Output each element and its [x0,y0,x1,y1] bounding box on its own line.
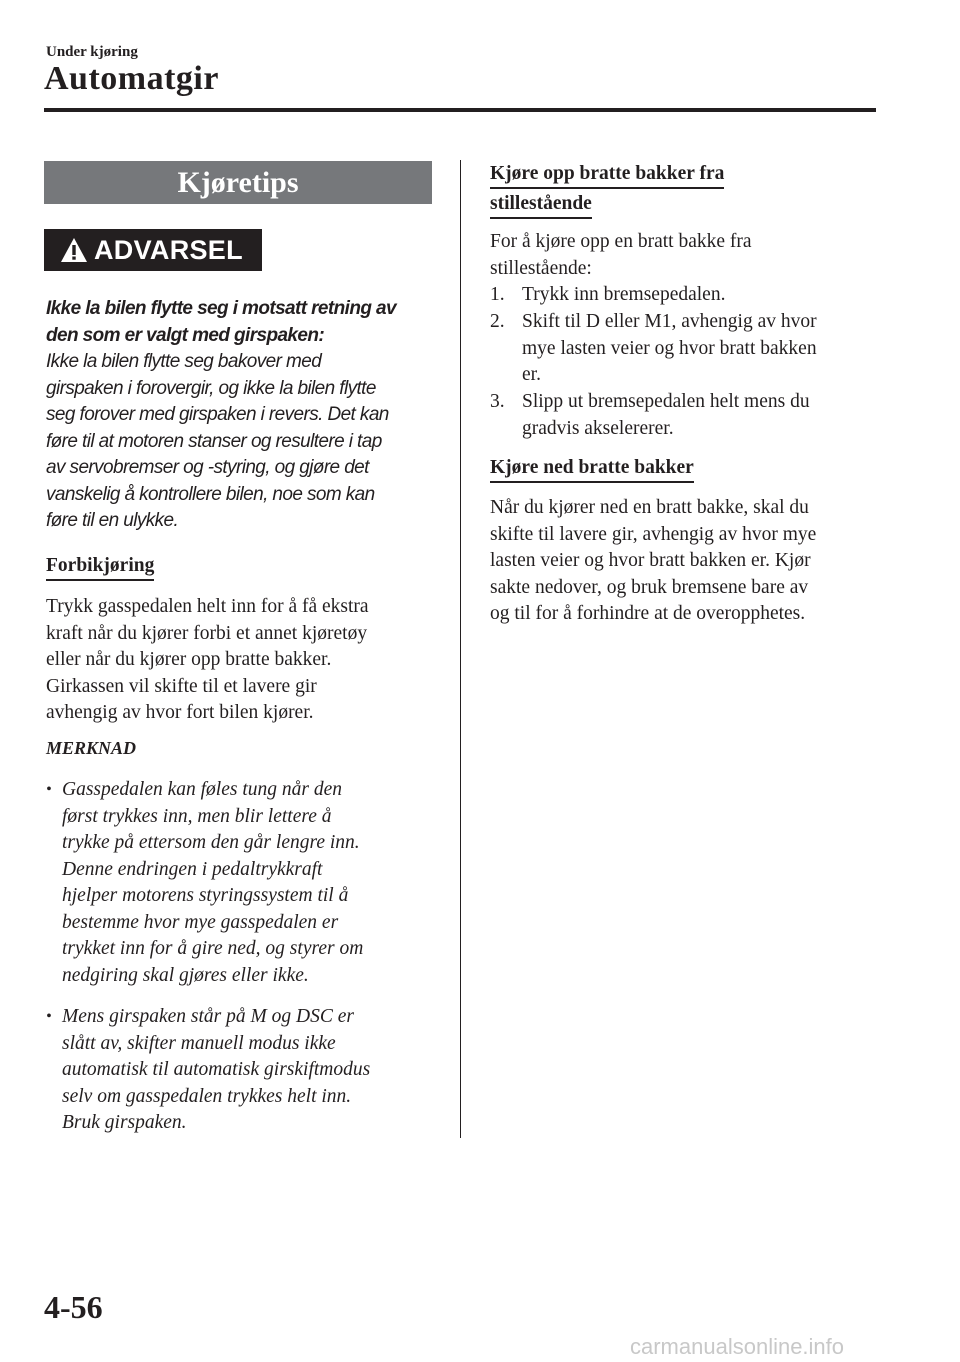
note-item: • Mens girspaken står på M og DSC er slått av, skifter manuell modus ikke automatisk til automatisk girskiftmodus selv om gasspedalen trykkes helt inn. Bruk girspaken. [46,1006,371,1133]
section-banner: Kjøretips [44,161,432,204]
uphill-step: 3. Slipp ut bremsepedalen helt mens du gradvis akselererer. [490,391,810,439]
warning-body: Ikke la bilen flytte seg bakover med girspaken i forovergir, og ikke la bilen flytte seg forover med girspaken i revers. Det kan føre til at motoren stanser og resultere i tap av servobremser og -styring, og gjøre det vanskelig å kontrollere bilen, noe som kan føre til en ulykke. [46,351,389,531]
column-divider [460,160,461,1138]
downhill-body: Når du kjører ned en bratt bakke, skal du skifte til lavere gir, avhengig av hvor mye lasten veier og hvor bratt bakken er. Kjør sakte nedover, og bruk bremsene bare av og til for å forhindre at de overopphetes. [490,497,817,624]
chapter-label: Under kjøring [46,44,138,60]
downhill-heading: Kjøre ned bratte bakker [490,455,694,483]
uphill-step: 2. Skift til D eller M1, avhengig av hvor mye lasten veier og hvor bratt bakken er. [490,311,817,385]
uphill-heading: Kjøre opp bratte bakker fra stillestående [490,161,724,219]
bullet-icon: • [46,1008,52,1025]
uphill-step: 1. Trykk inn bremsepedalen. [490,284,726,305]
note-item: • Gasspedalen kan føles tung når den først trykkes inn, men blir lettere å trykke på ettersom den går lengre inn. Denne endringen i pedaltrykkraft hjelper motorens styringssystem til å bestemme hvor mye gasspedalen er trykket inn for å gire ned, og styrer om nedgiring skal gjøres eller ikke. [46,779,364,986]
warning-triangle-icon [60,237,88,263]
overtaking-body: Trykk gasspedalen helt inn for å få ekstra kraft når du kjører forbi et annet kjøretøy eller når du kjører opp bratte bakker. Girkassen vil skifte til et lavere gir avhengig av hvor fort bilen kjører. [46,596,369,723]
warning-badge [44,229,262,271]
section-title: Automatgir [44,60,219,97]
uphill-intro: For å kjøre opp en bratt bakke fra stillestående: [490,231,752,279]
header-rule [44,108,876,112]
overtaking-heading: Forbikjøring [46,553,154,581]
warning-label: ADVARSEL [94,234,243,265]
warning-heading: Ikke la bilen flytte seg i motsatt retning av den som er valgt med girspaken: [46,298,396,346]
page-number: 4-56 [44,1289,103,1325]
bullet-icon: • [46,781,52,798]
note-label: MERKNAD [46,738,137,758]
watermark: carmanualsonline.info [630,1334,845,1359]
